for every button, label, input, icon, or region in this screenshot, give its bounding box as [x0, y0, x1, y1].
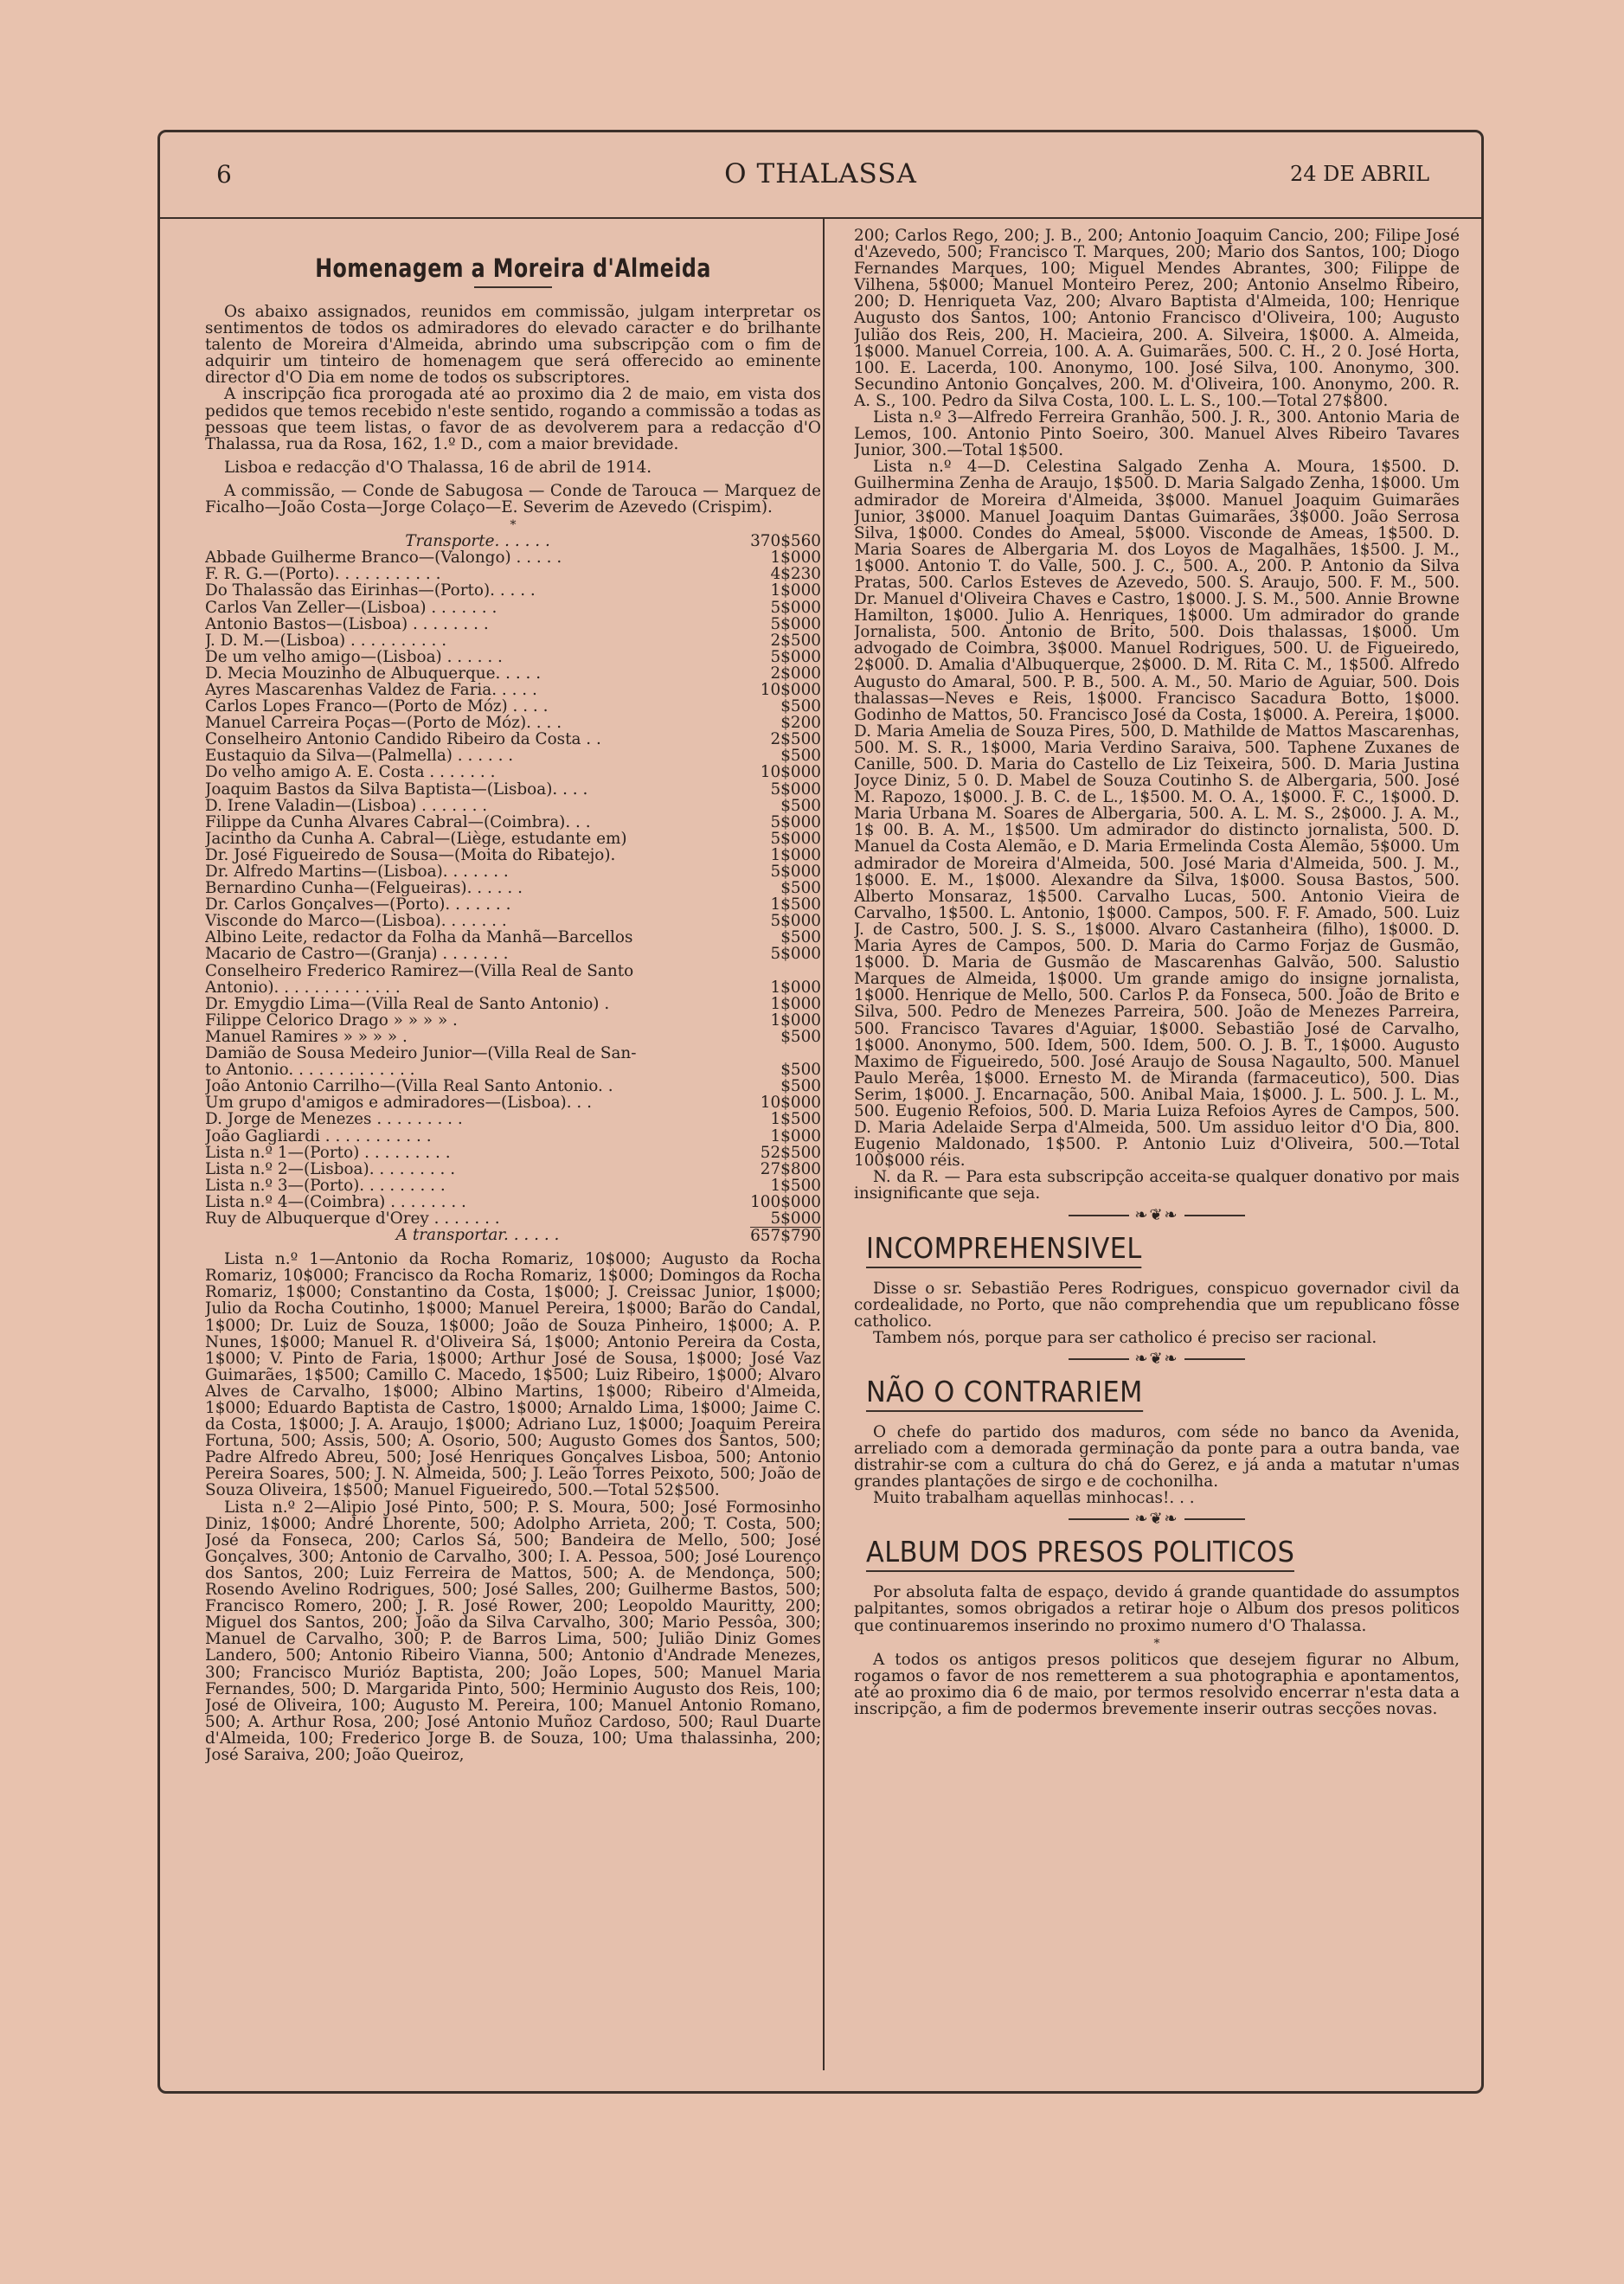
donor-name: De um velho amigo—(Lisboa) . . . . . .	[205, 648, 503, 665]
donor-name: Abbade Guilherme Branco—(Valongo) . . . . .	[205, 549, 562, 567]
donor-name: Lista n.º 3—(Porto). . . . . . . . .	[205, 1177, 446, 1194]
donor-amount: 5$000	[770, 812, 821, 831]
donor-amount: 1$000	[770, 1126, 821, 1145]
donor-row	[205, 764, 821, 780]
donor-amount: 5$000	[770, 598, 821, 617]
contrariem-p2: Muito trabalham aquellas minhocas!. . .	[873, 1489, 1195, 1508]
donor-row	[205, 566, 821, 582]
donor-name: J. D. M.—(Lisboa) . . . . . . . . . .	[205, 632, 447, 649]
section-title-incomprehensivel: INCOMPREHENSIVEL	[866, 1232, 1142, 1268]
donor-name: Lista n.º 1—(Porto) . . . . . . . . .	[205, 1144, 451, 1161]
donor-name: Dr. Alfredo Martins—(Lisboa). . . . . . .	[205, 863, 509, 881]
donor-amount: 10$000	[760, 763, 821, 782]
donor-amount	[761, 963, 821, 979]
carry-value: 657$790	[750, 1227, 821, 1246]
donor-row	[205, 1012, 821, 1029]
donor-row	[205, 1177, 821, 1194]
donor-name: Carlos Lopes Franco—(Porto de Móz) . . . .	[205, 698, 549, 715]
donor-row	[205, 1194, 821, 1210]
donor-amount: 1$000	[770, 549, 821, 568]
donor-name: Dr. Carlos Gonçalves—(Porto). . . . . . .	[205, 896, 511, 914]
donor-list	[205, 549, 821, 1227]
donor-name: Conselheiro Frederico Ramirez—(Villa Real de Santo	[205, 962, 634, 979]
donor-row	[205, 996, 821, 1012]
ornament-divider: ❧❦❧	[854, 1510, 1460, 1529]
donor-row	[205, 715, 821, 731]
donor-amount: 1$000	[770, 978, 821, 997]
donor-row	[205, 632, 821, 649]
donor-name: Macario de Castro—(Granja) . . . . . . .	[205, 946, 509, 963]
donor-row	[205, 1078, 821, 1094]
left-column	[205, 228, 821, 2069]
lista4-paragraph: Lista n.º 4—D. Celestina Salgado Zenha A. Moura, 1$500. D. Guilhermina Zenha de Araujo, 1$500. D. Maria Salgado Zenha, 1$000. Um admirador de Moreira d'Almeida, 3$000. Manuel Joaquim Guimarães Junior, 3$000. Manuel Joaquim Dantas Guimarães, 3$000. João Serrosa Silva, 1$000. Condes do Ameal, 5$000. Visconde de Ameas, 1$500. D. Maria Soares de Albergaria M. dos Loyos de Magalhães, 1$500. J. M., 1$000. Antonio T. do Valle, 500. J. C., 500. A., 200. P. Antonio da Silva Pratas, 500. Carlos Esteves de Azevedo, 500. S. Araujo, 500. F. M., 500. Dr. Manuel d'Oliveira Chaves e Castro, 1$000. J. S. M., 500. Annie Browne Hamilton, 1$000. Julio A. Henriques, 1$000. Um admirador do grande Jornalista, 500. Antonio de Brito, 500. Dois thalassas, 1$000. Um advogado de Coimbra, 3$000. Manuel Rodrigues, 500. U. de Figueiredo, 2$000. D. Amalia d'Albuquerque, 2$000. D. M. Rita C. M., 1$500. Alfredo Augusto do Amaral, 500. P. B., 500. A. M., 50. Mario de Aguiar, 500. Dois thalassas—Neves e Reis, 1$000. Francisco Sacadura Botto, 1$000. Godinho de Mattos, 50. Francisco José da Costa, 1$000. A. Pereira, 1$000. D. Maria Amelia de Souza Pires, 500, D. Mathilde de Mattos Mascarenhas, 500. M. S. R., 1$000, Maria Verdino Saraiva, 500. Taphene Zuxanes de Canille, 500. D. Maria do Castello de Liz Teixeira, 500. D. Maria Justina Joyce Diniz, 5 0. D. Mabel de Souza Coutinho S. de Albergaria, 500. José M. Rapozo, 1$000. J. B. C. de L., 1$500. M. O. A., 1$000. F. C., 1$000. D. Maria Urbana M. Soares de Albergaria, 500. A. L. M. S., 2$000. J. A. M., 1$ 00. B. A. M., 1$500. Um admirador do distincto jornalista, 500. D. Manuel da Costa Alemão, e D. Maria Ermelinda Costa Alemão, 5$000. Um admirador de Moreira d'Almeida, 500. José Maria d'Almeida, 500. J. M., 1$000. E. M., 1$000. Alexandre da Silva, 1$000. Sousa Bastos, 500. Alberto Monsaraz, 1$500. Carvalho Lucas, 500. Antonio Vieira de Carvalho, 1$500. L. Antonio, 1$000. Campos, 500. F. F. Amado, 500. Luiz J. de Castro, 500. J. S. S., 1$000. Alvaro Castanheira (filho), 1$000. D. Maria Ayres de Campos, 500. D. Maria do Carmo Forjaz de Gusmão, 1$000. D. Maria de Gusmão de Mascarenhas Galvão, 500. Salustio Marques de Almeida, 1$000. Um grande amigo do insigne jornalista, 1$000. Henrique de Mello, 500. Carlos P. da Fonseca, 500. João de Brito e Silva, 500. Pedro de Menezes Parreira, 500. João de Menezes Parreira, 500. Francisco Tavares d'Aguiar, 1$000. Sebastião José de Carvalho, 1$000. Anonymo, 500. Idem, 500. Idem, 500. O. J. B. T., 1$000. Augusto Maximo de Figueiredo, 500. José Araujo de Sousa Nagaulto, 500. Manuel Paulo Merêa, 1$000. Ernesto M. de Miranda (farmaceutico), 500. Dias Serim, 1$000. J. Encarnação, 500. Anibal Maia, 1$000. J. L. 500. J. L. M., 500. Eugenio Refoios, 500. D. Maria Luiza Refoios Ayres de Campos, 500. D. Maria Adelaide Serpa d'Almeida, 500. Um assiduo leitor d'O Dia, 800. Eugenio Maldonado, 1$500. P. Antonio Luiz d'Oliveira, 500.—Total 100$000 réis.	[854, 458, 1460, 1171]
incomprehensivel-p1: Disse o sr. Sebastião Peres Rodrigues, conspicuo governador civil da cordealidade, no Porto, que não comprehendia que um republicano fôsse catholico.	[854, 1279, 1460, 1331]
donor-name: Bernardino Cunha—(Felgueiras). . . . . .	[205, 880, 523, 897]
donor-row	[205, 698, 821, 715]
album-p1: Por absoluta falta de espaço, devido á grande quantidade do assumptos palpitantes, somos obrigados a retirar hoje o Album dos presos politicos que continuaremos inserindo no proximo numero d'O Thalassa.	[854, 1583, 1460, 1635]
donor-amount: $500	[780, 1077, 821, 1096]
editor-note: N. da R. — Para esta subscripção acceita-se qualquer donativo por mais insignificante que seja.	[854, 1168, 1460, 1203]
donor-amount: $500	[780, 697, 821, 716]
donor-amount: $500	[780, 928, 821, 947]
donor-name: to Antonio. . . . . . . . . . . . .	[205, 1062, 415, 1079]
donor-amount: 5$000	[770, 1209, 821, 1228]
donor-row	[205, 600, 821, 616]
donor-name: Albino Leite, redactor da Folha da Manhã—Barcellos	[205, 929, 633, 946]
separator-star: *	[510, 518, 517, 533]
donor-row	[205, 1210, 821, 1227]
donor-name: Carlos Van Zeller—(Lisboa) . . . . . . .	[205, 599, 497, 616]
donor-name: Ayres Mascarenhas Valdez de Faria. . . . .	[205, 681, 537, 699]
commission-signature: A commissão, — Conde de Sabugosa — Conde de Tarouca — Marquez de Ficalho—João Costa—Jorge Colaço—E. Severim de Azevedo (Crispim).	[205, 481, 821, 517]
donor-amount: 2$000	[770, 664, 821, 683]
donor-amount: 1$000	[770, 1010, 821, 1030]
place-date: Lisboa e redacção d'O Thalassa, 16 de abril de 1914.	[224, 458, 652, 477]
carry-row	[205, 1227, 821, 1244]
lista2-continuation: 200; Carlos Rego, 200; J. B., 200; Antonio Joaquim Cancio, 200; Filipe José d'Azevedo, 500; Francisco T. Marques, 200; Mario dos Santos, 100; Diogo Fernandes Marques, 100; Miguel Mendes Abrantes, 300; Filippe de Vilhena, 5$000; Manuel Monteiro Perez, 200; Antonio Anselmo Ribeiro, 200; D. Henriqueta Vaz, 200; Alvaro Baptista d'Almeida, 100; Henrique Augusto dos Santos, 100; Antonio Francisco d'Oliveira, 100; Augusto Julião dos Reis, 200, H. Macieira, 200. A. Silveira, 1$000. A. Almeida, 1$000. Manuel Correia, 100. A. A. Guimarães, 500. C. H., 2 0. José Horta, 100. E. Lacerda, 100. Anonymo, 100. José Silva, 100. Anonymo, 300. Secundino Antonio Gonçalves, 200. M. d'Oliveira, 100. Anonymo, 200. R. A. S., 100. Pedro da Silva Costa, 100. L. L. S., 100.—Total 27$800.	[854, 228, 1460, 410]
intro-paragraph: Os abaixo assignados, reunidos em commissão, julgam interpretar os sentimentos de todos os admiradores do elevado caracter e do brilhante talento de Moreira d'Almeida, abrindo uma subscripção com o fim de adquirir um tinteiro de homenagem que será offerecido ao eminente director d'O Dia em nome de todos os subscriptores.	[205, 303, 821, 388]
donor-name: Manuel Carreira Poças—(Porto de Móz). . . .	[205, 715, 562, 732]
incomprehensivel-p2: Tambem nós, porque para ser catholico é preciso ser racional.	[873, 1328, 1377, 1347]
donor-name: Damião de Sousa Medeiro Junior—(Villa Real de San-	[205, 1045, 637, 1062]
donor-name: João Antonio Carrilho—(Villa Real Santo Antonio. .	[205, 1078, 613, 1095]
donor-name: Eustaquio da Silva—(Palmella) . . . . . .	[205, 747, 514, 765]
donor-row	[205, 979, 821, 996]
donor-amount: 1$000	[770, 581, 821, 600]
newspaper-title: O THALASSA	[724, 158, 917, 189]
donor-amount: $500	[780, 1027, 821, 1046]
donor-row	[205, 549, 821, 566]
lista3-paragraph: Lista n.º 3—Alfredo Ferreira Granhão, 500. J. R., 300. Antonio Maria de Lemos, 100. Antonio Pinto Soeiro, 300. Manuel Alves Ribeiro Tavares Junior, 300.—Total 1$500.	[854, 408, 1460, 460]
donor-name: Manuel Ramires » » » » .	[205, 1028, 408, 1046]
donor-amount: 5$000	[770, 614, 821, 633]
donor-name: Do velho amigo A. E. Costa . . . . . . .	[205, 764, 496, 781]
donor-row	[205, 1094, 821, 1111]
donor-name: Antonio Bastos—(Lisboa) . . . . . . . .	[205, 615, 489, 632]
donor-amount: 2$500	[770, 631, 821, 650]
ornament-divider: ❧❦❧	[854, 1350, 1460, 1369]
donor-name: Dr. José Figueiredo de Sousa—(Moita do Ribatejo).	[205, 846, 616, 863]
donor-amount: 27$800	[760, 1159, 821, 1178]
donor-amount: 1$500	[770, 1176, 821, 1195]
donor-row	[205, 682, 821, 698]
donor-amount: 100$000	[750, 1192, 821, 1211]
donor-row	[205, 913, 821, 929]
issue-date: 24 DE ABRIL	[1289, 162, 1429, 186]
donor-name: Conselheiro Antonio Candido Ribeiro da Costa . .	[205, 731, 601, 748]
section-title-nao-o-contrariem: NÃO O CONTRARIEM	[866, 1376, 1143, 1412]
donor-row	[205, 1045, 821, 1062]
donor-amount: $500	[780, 1061, 821, 1080]
donor-amount: 1$500	[770, 1110, 821, 1129]
donor-row	[205, 1128, 821, 1145]
donor-row	[205, 963, 821, 979]
donor-name: Antonio). . . . . . . . . . . . .	[205, 978, 401, 996]
donor-row	[205, 616, 821, 632]
donor-amount	[761, 1045, 821, 1062]
donor-amount: 5$000	[770, 829, 821, 848]
donor-row	[205, 798, 821, 814]
donor-amount: 1$000	[770, 994, 821, 1013]
donor-row	[205, 1161, 821, 1177]
donor-amount: 5$000	[770, 912, 821, 931]
donor-row	[205, 582, 821, 599]
transport-row	[205, 533, 821, 549]
donor-name: Lista n.º 4—(Coimbra) . . . . . . . .	[205, 1193, 466, 1210]
lista1-paragraph: Lista n.º 1—Antonio da Rocha Romariz, 10$000; Augusto da Rocha Romariz, 10$000; Francisco da Rocha Romariz, 1$000; Domingos da Rocha Romariz, 1$000; Constantino da Costa, 1$000; J. Creissac Junior, 1$000; Julio da Rocha Coutinho, 1$000; Manuel Pereira, 1$000; Barão do Candal, 1$000; Dr. Luiz de Souza, 1$000; João de Souza Pinheiro, 1$000; A. P. Nunes, 1$000; Manuel R. d'Oliveira Sá, 1$000; Antonio Pereira da Costa, 1$000; V. Pinto de Faria, 1$000; Arthur José de Sousa, 1$000; José Vaz Guimarães, 1$500; Camillo C. Macedo, 1$500; Luiz Ribeiro, 1$000; Alvaro Alves de Carvalho, 1$000; Albino Martins, 1$000; Ribeiro d'Almeida, 1$000; Eduardo Baptista de Castro, 1$000; Arnaldo Lima, 1$000; Jaime C. da Costa, 1$000; J. A. Araujo, 1$000; Adriano Luz, 1$000; Joaquim Pereira Fortuna, 500; Assis, 500; A. Osorio, 500; Augusto Gomes dos Santos, 500; Padre Alfredo Abreu, 500; José Henriques Gonçalves Lisboa, 500; Antonio Pereira Soares, 500; J. N. Almeida, 500; J. Leão Torres Peixoto, 500; João de Souza Oliveira, 1$500; Manuel Figueiredo, 500.—Total 52$500.	[205, 1250, 821, 1500]
carry-label: A transportar. . . . . .	[395, 1227, 560, 1245]
donor-row	[205, 814, 821, 831]
page-header	[160, 132, 1481, 219]
donor-row	[205, 1145, 821, 1161]
donor-amount: 10$000	[760, 1094, 821, 1113]
newspaper-page	[157, 130, 1484, 2094]
donor-row	[205, 1111, 821, 1127]
donor-row	[205, 747, 821, 764]
section-title-album: ALBUM DOS PRESOS POLITICOS	[866, 1536, 1294, 1572]
donor-row	[205, 946, 821, 962]
donor-name: Do Thalassão das Eirinhas—(Porto). . . . .	[205, 582, 536, 600]
donor-amount: $500	[780, 879, 821, 898]
donor-amount: 5$000	[770, 780, 821, 799]
donor-amount: $200	[780, 714, 821, 733]
donor-row	[205, 665, 821, 682]
donor-name: Filippe da Cunha Alvares Cabral—(Coimbra). . .	[205, 813, 591, 831]
donor-name: F. R. G.—(Porto). . . . . . . . . . .	[205, 566, 441, 583]
donor-name: João Gagliardi . . . . . . . . . . .	[205, 1127, 432, 1145]
donor-amount: 2$500	[770, 730, 821, 749]
right-column	[854, 228, 1460, 2069]
contrariem-p1: O chefe do partido dos maduros, com séde no banco da Avenida, arreliado com a demorada germinação da ponte para a outra banda, vae distrahir-se com a cultura do chá do Gerez, e já anda a matutar n'umas grandes plantações de sirgo e de cochonilha.	[854, 1422, 1460, 1492]
page-number: 6	[216, 160, 232, 189]
donor-name: Dr. Emygdio Lima—(Villa Real de Santo Antonio) .	[205, 995, 610, 1012]
donor-name: Ruy de Albuquerque d'Orey . . . . . . .	[205, 1209, 500, 1228]
ornament-divider: ❧❦❧	[854, 1206, 1460, 1225]
donor-amount: 1$000	[770, 845, 821, 864]
title-rule	[474, 286, 552, 288]
donor-name: D. Jorge de Menezes . . . . . . . . .	[205, 1111, 463, 1128]
donor-name: Jacintho da Cunha A. Cabral—(Liège, estudante em)	[205, 830, 627, 847]
donor-amount: 5$000	[770, 945, 821, 964]
donor-name: Visconde do Marco—(Lisboa). . . . . . .	[205, 913, 507, 930]
donor-name: D. Irene Valadin—(Lisboa) . . . . . . .	[205, 797, 488, 814]
donor-amount: 4$230	[770, 565, 821, 584]
separator-star: *	[1153, 1636, 1160, 1651]
donor-amount: 5$000	[770, 863, 821, 881]
donor-amount: 52$500	[760, 1143, 821, 1162]
donor-row	[205, 847, 821, 863]
lista2-paragraph: Lista n.º 2—Alipio José Pinto, 500; P. S. Moura, 500; José Formosinho Diniz, 1$000; André Lhorente, 500; Adolpho Arrieta, 200; T. Costa, 500; José da Fonseca, 200; Carlos Sá, 500; Bandeira de Mello, 500; José Gonçalves, 300; Antonio de Carvalho, 300; I. A. Pessoa, 500; José Lourenço dos Santos, 200; Luiz Ferreira de Mattos, 500; A. de Mendonça, 500; Rosendo Avelino Rodrigues, 500; José Salles, 200; Guilherme Bastos, 500; Francisco Romero, 200; J. R. José Rower, 200; Leopoldo Mauritty, 200; Miguel dos Santos, 200; João da Silva Carvalho, 300; Mario Pessôa, 300; Manuel de Carvalho, 300; P. de Barros Lima, 500; Julião Diniz Gomes Landero, 500; Antonio Ribeiro Vianna, 500; Antonio d'Andrade Menezes, 300; Francisco Murióz Baptista, 200; João Lopes, 500; Manuel Maria Fernandes, 500; D. Margarida Pinto, 500; Herminio Augusto dos Reis, 100; José de Oliveira, 100; Augusto M. Pereira, 100; Manuel Antonio Romano, 500; A. Arthur Rosa, 200; José Antonio Muñoz Cardoso, 500; Raul Duarte d'Almeida, 100; Frederico Jorge B. de Souza, 100; Uma thalassinha, 200; José Saraiva, 200; João Queiroz,	[205, 1498, 821, 1764]
donor-name: Um grupo d'amigos e admiradores—(Lisboa). . .	[205, 1094, 592, 1112]
donor-amount: $500	[780, 747, 821, 766]
donor-row	[205, 831, 821, 847]
donor-name: Joaquim Bastos da Silva Baptista—(Lisboa). . . .	[205, 780, 588, 798]
donor-row	[205, 731, 821, 747]
donor-name: D. Mecia Mouzinho de Albuquerque. . . . .	[205, 664, 542, 682]
donor-row	[205, 781, 821, 798]
donor-amount: $500	[780, 796, 821, 815]
donor-name: Lista n.º 2—(Lisboa). . . . . . . . .	[205, 1160, 456, 1177]
column-divider	[823, 219, 825, 2070]
donor-row	[205, 896, 821, 913]
donor-row	[205, 649, 821, 665]
donor-amount: 10$000	[760, 680, 821, 699]
donor-row	[205, 1029, 821, 1045]
donor-name: Filippe Celorico Drago » » » » .	[205, 1011, 458, 1029]
donor-row	[205, 929, 821, 946]
album-p2: A todos os antigos presos politicos que desejem figurar no Album, rogamos o favor de nos remetterem a sua photographia e apontamentos, até ao proximo dia 6 de maio, por termos resolvido encerrar n'esta data a inscripção, a fim de podermos brevemente inserir outras secções novas.	[854, 1650, 1460, 1718]
donor-amount: 5$000	[770, 647, 821, 666]
donor-amount: 1$500	[770, 895, 821, 914]
donor-row	[205, 863, 821, 880]
transport-value: 370$560	[750, 532, 821, 551]
donor-row	[205, 880, 821, 896]
article-title: Homenagem a Moreira d'Almeida	[315, 253, 711, 283]
inscription-paragraph: A inscripção fica prorogada até ao proximo dia 2 de maio, em vista dos pedidos que temos recebido n'este sentido, rogando a commissão a todas as pessoas que teem listas, o favor de as devolverem para a redacção d'O Thalassa, rua da Rosa, 162, 1.º D., com a maior brevidade.	[205, 385, 821, 453]
transport-label: Transporte. . . . . .	[405, 533, 550, 550]
donor-row	[205, 1062, 821, 1078]
